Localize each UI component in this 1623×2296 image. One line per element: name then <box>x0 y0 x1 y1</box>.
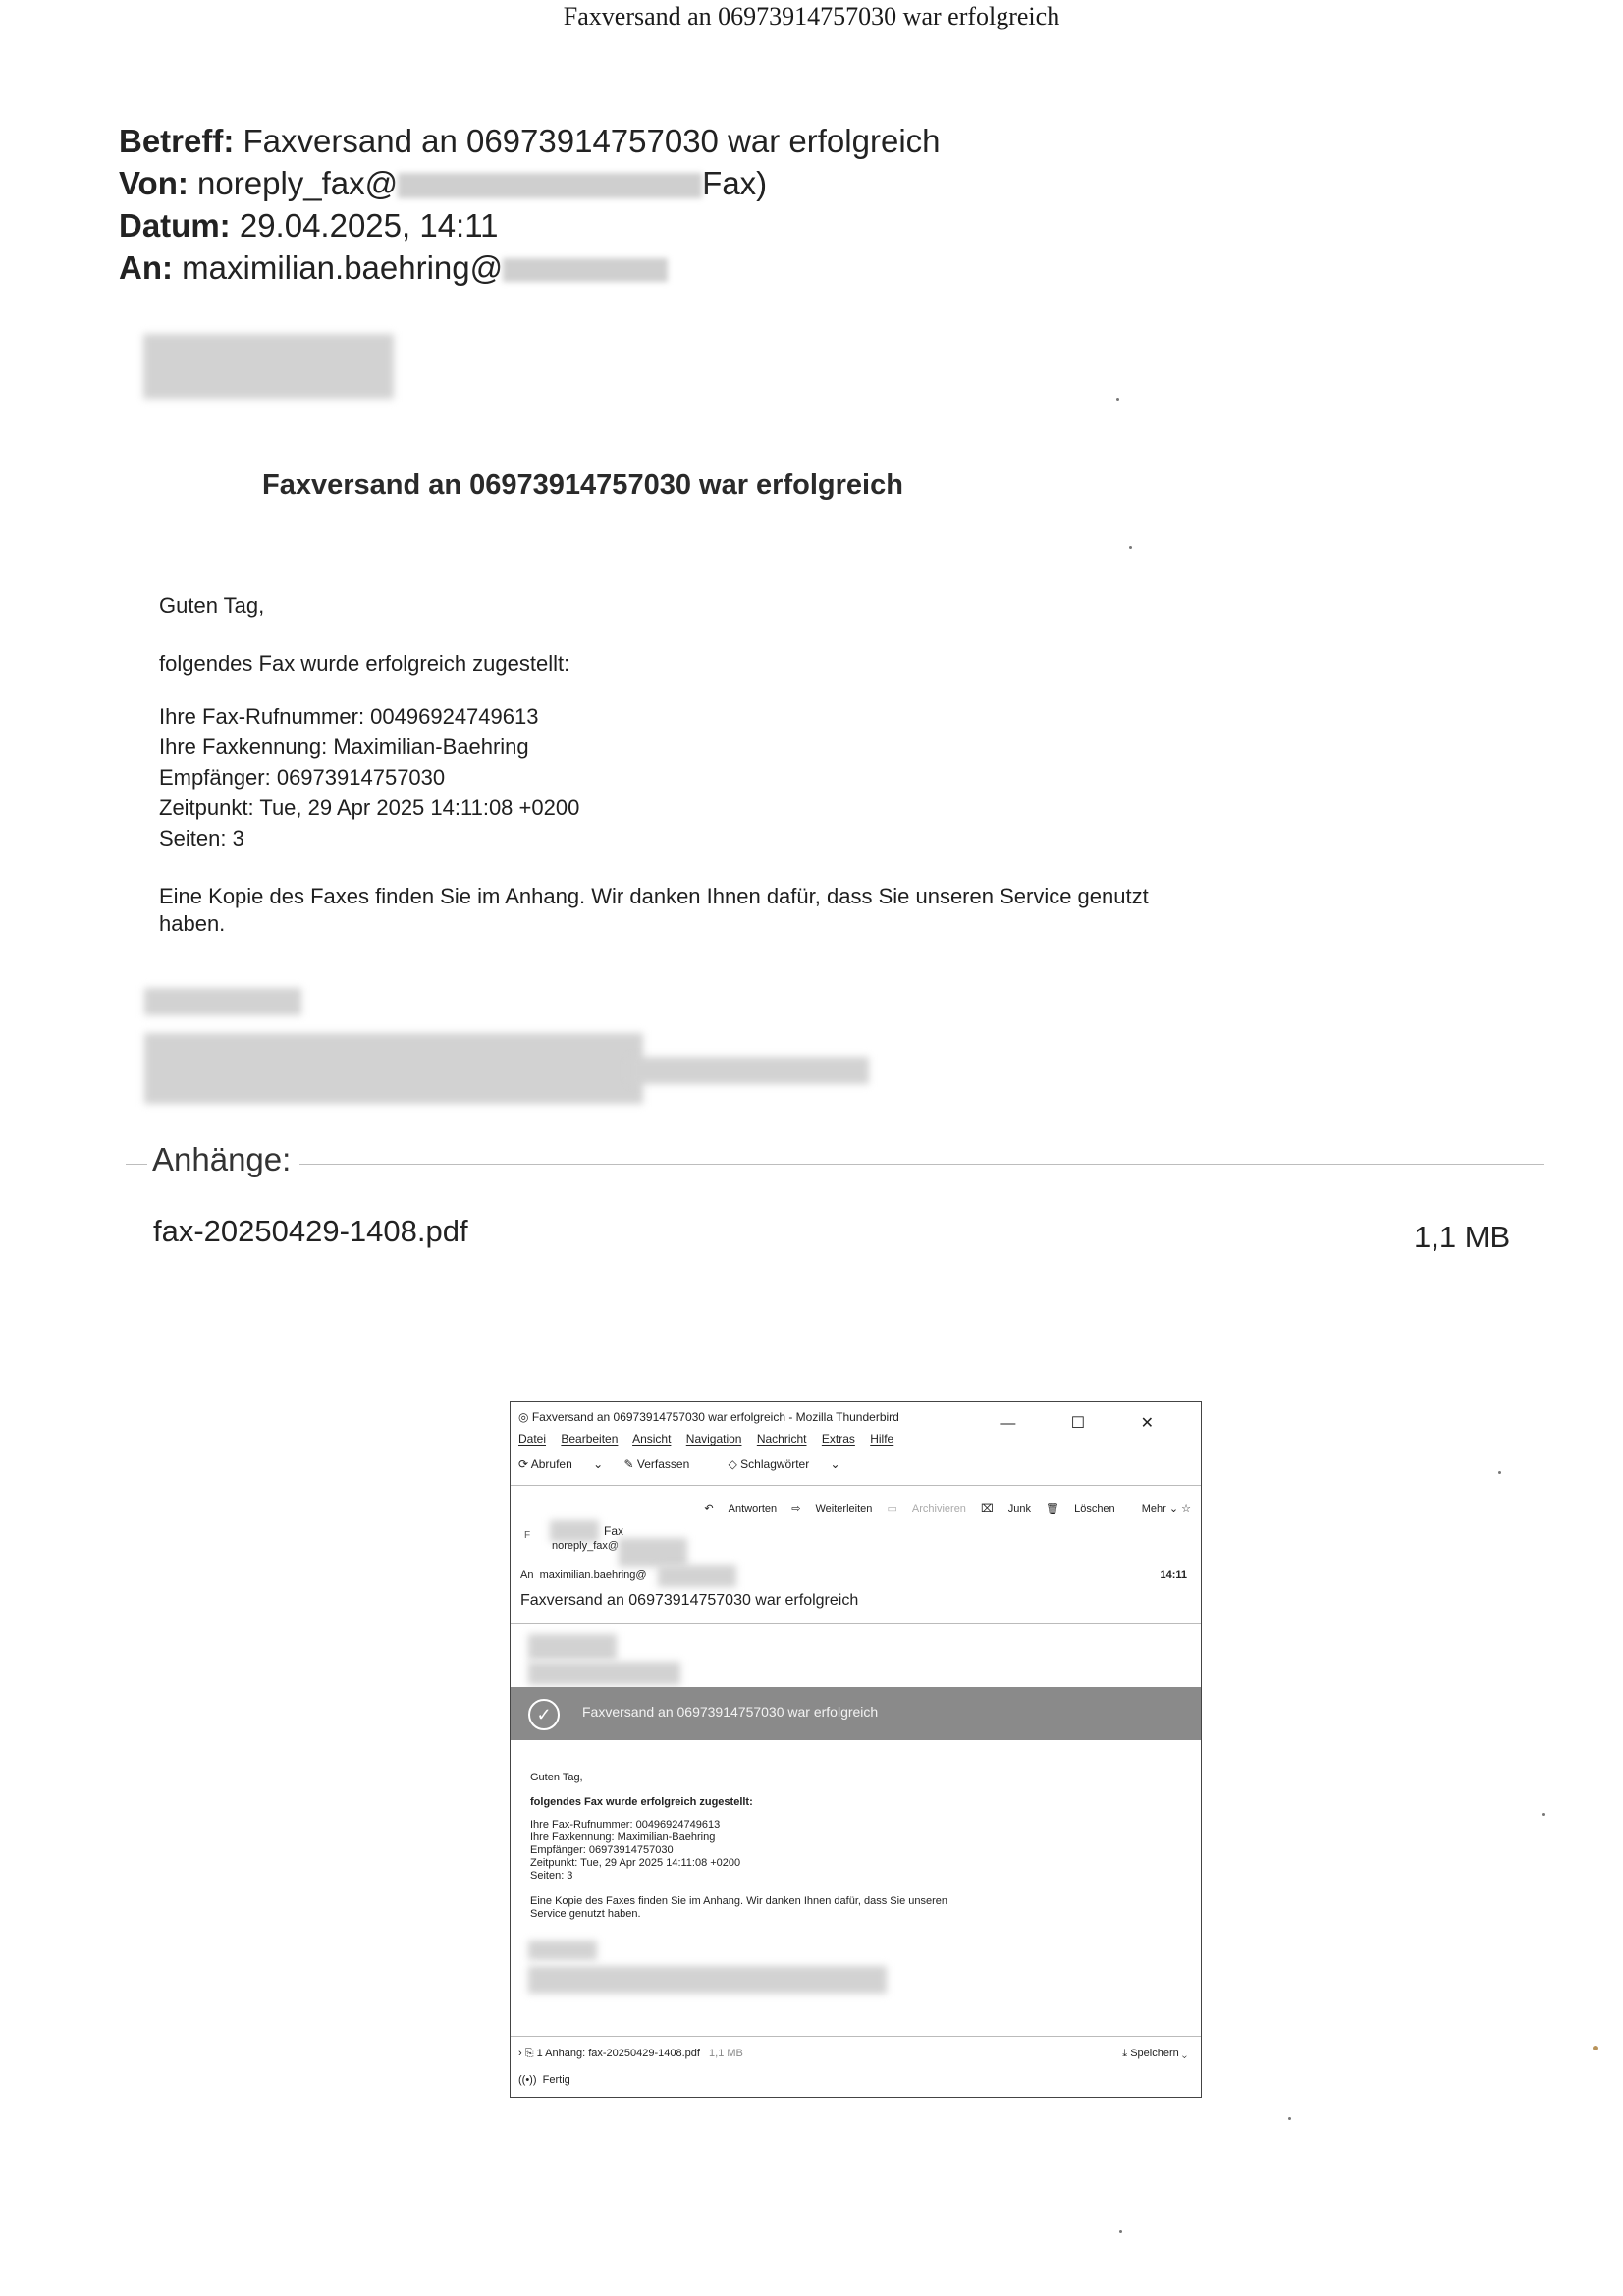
message-closing-2: Service genutzt haben. <box>530 1908 641 1920</box>
to-label: An: <box>119 249 173 286</box>
redacted-block <box>550 1520 599 1542</box>
menu-bar <box>518 1432 905 1446</box>
scan-speck <box>1129 546 1132 549</box>
sender-name[interactable]: Fax <box>604 1524 624 1538</box>
redacted-signature <box>528 1966 887 1994</box>
forward-button[interactable]: ⇨ Weiterleiten <box>791 1503 873 1515</box>
subject-label: Betreff: <box>119 123 235 159</box>
attachment-size: 1,1 MB <box>709 2048 743 2059</box>
scan-speck <box>1593 2046 1598 2050</box>
tags-button[interactable]: ◇ Schlagwörter ⌄ <box>728 1457 840 1471</box>
redacted-logo <box>528 1634 617 1660</box>
more-button[interactable]: Mehr ⌄ ☆ <box>1141 1503 1191 1515</box>
sender-address[interactable]: noreply_fax@ <box>552 1540 620 1552</box>
redacted-signature <box>528 1941 597 1960</box>
message-closing-1: Eine Kopie des Faxes finden Sie im Anhang. Wir danken Ihnen dafür, dass Sie unseren <box>530 1895 947 1907</box>
pages-line: Seiten: 3 <box>159 826 244 850</box>
menu-item[interactable]: Ansicht <box>632 1432 672 1446</box>
redacted-signature <box>628 1057 869 1084</box>
message-line-4: Zeitpunkt: Tue, 29 Apr 2025 14:11:08 +0200 <box>530 1857 741 1869</box>
status-text: Fertig <box>542 2074 570 2086</box>
thunderbird-screenshot <box>510 1401 1202 2098</box>
intro-text: folgendes Fax wurde erfolgreich zugestellt: <box>159 651 570 676</box>
junk-button[interactable]: ⌧ Junk <box>981 1503 1031 1515</box>
menu-item[interactable]: Navigation <box>685 1432 742 1446</box>
from-value-end: Fax) <box>702 165 768 201</box>
window-titlebar <box>518 1410 1193 1430</box>
attachment-file[interactable]: fax-20250429-1408.pdf <box>153 1214 468 1248</box>
date-value: 29.04.2025, 14:11 <box>239 207 499 244</box>
from-value-start: noreply_fax@ <box>197 165 399 201</box>
divider <box>299 1164 1544 1165</box>
menu-item[interactable]: Hilfe <box>870 1432 894 1446</box>
menu-item[interactable]: Bearbeiten <box>561 1432 619 1446</box>
body-heading: Faxversand an 06973914757030 war erfolgreich <box>262 469 903 501</box>
attachments-label: Anhänge: <box>152 1141 292 1177</box>
attachment-size: 1,1 MB <box>1414 1220 1511 1254</box>
message-intro: folgendes Fax wurde erfolgreich zugestellt: <box>530 1796 753 1808</box>
save-button[interactable]: ⤓ Speichern ⌄ <box>1122 2048 1187 2059</box>
scan-speck <box>1288 2117 1291 2120</box>
attachment-bar[interactable] <box>518 2048 1193 2060</box>
get-mail-button[interactable]: ⟳ Abrufen ⌄ <box>518 1457 604 1471</box>
divider <box>126 1164 147 1165</box>
window-title: Faxversand an 06973914757030 war erfolgreich - Mozilla Thunderbird <box>531 1410 899 1424</box>
thunderbird-icon: ◎ <box>518 1410 529 1424</box>
success-banner <box>511 1687 1201 1740</box>
to-line <box>520 1569 647 1581</box>
closing-line-1: Eine Kopie des Faxes finden Sie im Anhang. Wir danken Ihnen dafür, dass Sie unseren Service genutzt <box>159 884 1149 908</box>
status-bar <box>518 2074 570 2086</box>
date-label: Datum: <box>119 207 231 244</box>
scan-speck <box>1119 2230 1122 2233</box>
redacted-logo <box>528 1662 680 1685</box>
redacted-block <box>619 1538 687 1567</box>
message-subject: Faxversand an 06973914757030 war erfolgreich <box>520 1592 859 1609</box>
redacted-block <box>398 173 702 198</box>
compose-button[interactable]: ✎ Verfassen <box>623 1457 690 1471</box>
message-greeting: Guten Tag, <box>530 1772 583 1783</box>
activity-icon: ((•)) <box>518 2074 537 2086</box>
to-value: maximilian.baehring@ <box>182 249 504 286</box>
redacted-signature <box>144 988 301 1015</box>
redacted-signature <box>144 1033 643 1104</box>
menu-item[interactable]: Nachricht <box>756 1432 807 1446</box>
delete-button[interactable]: 🗑 Löschen <box>1046 1503 1115 1515</box>
redacted-block <box>503 258 668 282</box>
avatar: F <box>524 1530 531 1541</box>
message-line-5: Seiten: 3 <box>530 1870 573 1882</box>
message-actions <box>692 1503 1191 1515</box>
to-address[interactable]: maximilian.baehring@ <box>539 1569 647 1581</box>
from-label: Von: <box>119 165 189 201</box>
timestamp-line: Zeitpunkt: Tue, 29 Apr 2025 14:11:08 +0200 <box>159 795 580 820</box>
message-line-2: Ihre Faxkennung: Maximilian-Baehring <box>530 1831 716 1843</box>
divider <box>511 1485 1201 1486</box>
subject-row <box>119 120 941 162</box>
recipient-line: Empfänger: 06973914757030 <box>159 765 446 790</box>
redacted-logo <box>143 334 394 399</box>
to-row <box>119 246 941 289</box>
message-time: 14:11 <box>1160 1569 1187 1581</box>
fax-id-line: Ihre Faxkennung: Maximilian-Baehring <box>159 735 529 759</box>
divider <box>511 1623 1201 1624</box>
divider <box>511 2036 1201 2037</box>
archive-button[interactable]: ▭ Archivieren <box>887 1503 966 1515</box>
redacted-block <box>658 1565 736 1587</box>
greeting: Guten Tag, <box>159 593 265 618</box>
attachment-name[interactable]: 1 Anhang: fax-20250429-1408.pdf <box>536 2048 700 2059</box>
paperclip-icon: ⎘ <box>524 2048 534 2059</box>
chevron-right-icon[interactable]: › <box>518 2048 522 2059</box>
subject-value: Faxversand an 06973914757030 war erfolgreich <box>243 123 941 159</box>
menu-item[interactable]: Extras <box>821 1432 855 1446</box>
main-toolbar <box>518 1457 858 1471</box>
email-header <box>119 120 941 289</box>
from-row <box>119 162 941 204</box>
scan-speck <box>1498 1471 1501 1474</box>
closing-line-2: haben. <box>159 911 226 936</box>
checkmark-icon: ✓ <box>528 1699 560 1730</box>
to-label: An <box>520 1569 534 1581</box>
reply-button[interactable]: ↶ Antworten <box>704 1503 778 1515</box>
scan-speck <box>1116 398 1119 401</box>
page-title: Faxversand an 06973914757030 war erfolgreich <box>563 2 1060 30</box>
fax-number-line: Ihre Fax-Rufnummer: 00496924749613 <box>159 704 539 729</box>
banner-text: Faxversand an 06973914757030 war erfolgreich <box>582 1704 879 1720</box>
message-line-1: Ihre Fax-Rufnummer: 00496924749613 <box>530 1819 721 1831</box>
date-row <box>119 204 941 246</box>
menu-item[interactable]: Datei <box>518 1432 547 1446</box>
window-controls[interactable]: — ☐ ✕ <box>1000 1415 1179 1432</box>
message-line-3: Empfänger: 06973914757030 <box>530 1844 674 1856</box>
scan-speck <box>1542 1813 1545 1816</box>
